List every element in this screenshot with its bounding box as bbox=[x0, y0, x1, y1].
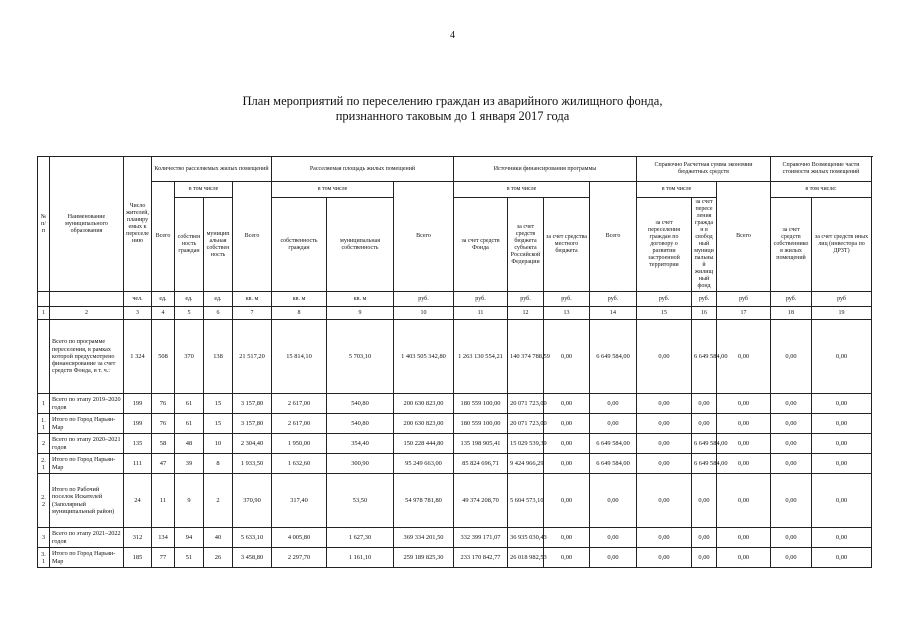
column-number-cell: 17 bbox=[717, 307, 771, 320]
value-cell: 11 bbox=[152, 474, 175, 528]
unit-cell: руб. bbox=[590, 292, 637, 307]
value-cell: 0,00 bbox=[717, 474, 771, 528]
column-number-cell: 8 bbox=[272, 307, 327, 320]
table-row bbox=[38, 434, 872, 454]
unit-cell: кв. м bbox=[272, 292, 327, 307]
value-cell: 0,00 bbox=[637, 454, 692, 474]
value-cell: 6 649 584,00 bbox=[692, 320, 717, 394]
value-cell: 61 bbox=[175, 394, 204, 414]
value-cell: 0,00 bbox=[812, 434, 872, 454]
table-row bbox=[38, 474, 872, 528]
table-row bbox=[38, 414, 872, 434]
value-cell: 1 263 130 554,21 bbox=[454, 320, 508, 394]
unit-cell: руб. bbox=[454, 292, 508, 307]
unit-cell: руб. bbox=[394, 292, 454, 307]
header-rooms-mun: муниципальная собственность bbox=[204, 198, 233, 292]
municipality-name-cell: Всего по программе переселения, в рамках которой предусмотрено финансирование за счет средств Фонда, в т. ч.: bbox=[50, 320, 124, 394]
header-rooms-total: Всего bbox=[152, 182, 175, 292]
value-cell: 0,00 bbox=[771, 474, 812, 528]
row-number-cell: 2 bbox=[38, 434, 50, 454]
unit-cell: руб. bbox=[637, 292, 692, 307]
unit-cell: ед. bbox=[204, 292, 233, 307]
header-fin-total: Всего bbox=[394, 182, 454, 292]
municipality-name-cell: Итого по Рабочий поселок Искателей (Заполярный муниципальный район) bbox=[50, 474, 124, 528]
value-cell: 5 633,10 bbox=[233, 528, 272, 548]
value-cell: 9 bbox=[175, 474, 204, 528]
unit-cell: руб bbox=[717, 292, 771, 307]
municipality-name-cell: Итого по Город Нарьян-Мар bbox=[50, 414, 124, 434]
value-cell: 0,00 bbox=[544, 394, 590, 414]
header-rooms-own: собственность граждан bbox=[175, 198, 204, 292]
value-cell: 199 bbox=[124, 414, 152, 434]
value-cell: 0,00 bbox=[812, 320, 872, 394]
value-cell: 77 bbox=[152, 548, 175, 568]
unit-cell: руб bbox=[812, 292, 872, 307]
header-area-own: собственность граждан bbox=[272, 198, 327, 292]
header-fin-subject: за счет средств бюджета субъекта Российской Федерации bbox=[508, 198, 544, 292]
value-cell: 0,00 bbox=[717, 394, 771, 414]
value-cell: 0,00 bbox=[812, 414, 872, 434]
value-cell: 0,00 bbox=[637, 528, 692, 548]
column-number-cell: 18 bbox=[771, 307, 812, 320]
header-reimbursement-group: Справочно Возмещение части стоимости жилых помещений bbox=[771, 157, 872, 182]
header-reimb-total: Всего bbox=[717, 182, 771, 292]
value-cell: 200 630 823,00 bbox=[394, 414, 454, 434]
row-number-cell: 2.1 bbox=[38, 454, 50, 474]
value-cell: 370 bbox=[175, 320, 204, 394]
municipality-name-cell: Всего по этапу 2021–2022 годов bbox=[50, 528, 124, 548]
value-cell: 0,00 bbox=[717, 454, 771, 474]
header-fin-incl: в том числе bbox=[454, 182, 590, 198]
row-number-cell: 3 bbox=[38, 528, 50, 548]
row-number-cell: 1.1 bbox=[38, 414, 50, 434]
table-row bbox=[38, 548, 872, 568]
value-cell: 6 649 584,00 bbox=[590, 320, 637, 394]
column-number-cell: 12 bbox=[508, 307, 544, 320]
value-cell: 3 157,80 bbox=[233, 414, 272, 434]
table-row bbox=[38, 394, 872, 414]
value-cell: 0,00 bbox=[717, 434, 771, 454]
value-cell: 76 bbox=[152, 394, 175, 414]
value-cell: 20 071 723,00 bbox=[508, 414, 544, 434]
value-cell: 0,00 bbox=[717, 528, 771, 548]
value-cell: 1 632,60 bbox=[272, 454, 327, 474]
table-row bbox=[38, 528, 872, 548]
value-cell: 53,50 bbox=[327, 474, 394, 528]
value-cell: 15 029 539,39 bbox=[508, 434, 544, 454]
value-cell: 0,00 bbox=[544, 474, 590, 528]
value-cell: 26 bbox=[204, 548, 233, 568]
column-number-cell: 6 bbox=[204, 307, 233, 320]
value-cell: 15 bbox=[204, 414, 233, 434]
title-line-1: План мероприятий по переселению граждан из аварийного жилищного фонда, bbox=[242, 94, 663, 108]
value-cell: 0,00 bbox=[771, 434, 812, 454]
row-number-cell: 2.2 bbox=[38, 474, 50, 528]
value-cell: 39 bbox=[175, 454, 204, 474]
value-cell: 300,90 bbox=[327, 454, 394, 474]
value-cell: 0,00 bbox=[812, 528, 872, 548]
value-cell: 2 297,70 bbox=[272, 548, 327, 568]
value-cell: 20 071 723,00 bbox=[508, 394, 544, 414]
value-cell: 259 189 825,30 bbox=[394, 548, 454, 568]
value-cell: 354,40 bbox=[327, 434, 394, 454]
value-cell: 0,00 bbox=[812, 548, 872, 568]
value-cell: 15 bbox=[204, 394, 233, 414]
column-number-cell: 11 bbox=[454, 307, 508, 320]
value-cell: 0,00 bbox=[771, 394, 812, 414]
value-cell: 0,00 bbox=[771, 548, 812, 568]
value-cell: 0,00 bbox=[771, 454, 812, 474]
column-number-cell: 4 bbox=[152, 307, 175, 320]
value-cell: 61 bbox=[175, 414, 204, 434]
header-eco-free-fund: за счет переселения граждан в свободный муниципальный жилищный фонд bbox=[692, 198, 717, 292]
value-cell: 0,00 bbox=[692, 474, 717, 528]
value-cell: 0,00 bbox=[717, 548, 771, 568]
value-cell: 135 bbox=[124, 434, 152, 454]
column-number-cell: 3 bbox=[124, 307, 152, 320]
value-cell: 6 649 584,00 bbox=[692, 434, 717, 454]
unit-cell: кв. м bbox=[233, 292, 272, 307]
value-cell: 138 bbox=[204, 320, 233, 394]
value-cell: 0,00 bbox=[544, 434, 590, 454]
value-cell: 200 630 823,00 bbox=[394, 394, 454, 414]
header-name: Наименование муниципального образования bbox=[50, 157, 124, 292]
column-number-cell: 13 bbox=[544, 307, 590, 320]
value-cell: 0,00 bbox=[637, 548, 692, 568]
value-cell: 540,80 bbox=[327, 394, 394, 414]
column-number-cell: 1 bbox=[38, 307, 50, 320]
value-cell: 0,00 bbox=[717, 320, 771, 394]
unit-cell: ед. bbox=[175, 292, 204, 307]
value-cell: 4 005,80 bbox=[272, 528, 327, 548]
value-cell: 0,00 bbox=[771, 528, 812, 548]
column-number-cell: 15 bbox=[637, 307, 692, 320]
value-cell: 332 399 171,07 bbox=[454, 528, 508, 548]
value-cell: 0,00 bbox=[692, 414, 717, 434]
municipality-name-cell: Итого по Город Нарьян-Мар bbox=[50, 454, 124, 474]
value-cell: 10 bbox=[204, 434, 233, 454]
resettlement-plan-table bbox=[37, 156, 872, 568]
header-financing-group: Источники финансирования программы bbox=[454, 157, 637, 182]
header-eco-total: Всего bbox=[590, 182, 637, 292]
value-cell: 3 157,80 bbox=[233, 394, 272, 414]
value-cell: 312 bbox=[124, 528, 152, 548]
value-cell: 1 161,10 bbox=[327, 548, 394, 568]
value-cell: 0,00 bbox=[812, 454, 872, 474]
value-cell: 0,00 bbox=[637, 394, 692, 414]
row-number-cell: 3.1 bbox=[38, 548, 50, 568]
header-people: Число жителей, планируемых к переселению bbox=[124, 157, 152, 292]
value-cell: 540,80 bbox=[327, 414, 394, 434]
value-cell: 0,00 bbox=[812, 474, 872, 528]
value-cell: 135 198 905,41 bbox=[454, 434, 508, 454]
value-cell: 40 bbox=[204, 528, 233, 548]
document-title bbox=[0, 94, 905, 124]
header-eco-development: за счет переселения граждан по договору о развитии застроенной территории bbox=[637, 198, 692, 292]
value-cell: 140 374 788,59 bbox=[508, 320, 544, 394]
value-cell: 95 249 663,00 bbox=[394, 454, 454, 474]
value-cell: 47 bbox=[152, 454, 175, 474]
value-cell: 1 950,00 bbox=[272, 434, 327, 454]
row-number-cell bbox=[38, 320, 50, 394]
value-cell: 150 228 444,80 bbox=[394, 434, 454, 454]
column-number-cell: 7 bbox=[233, 307, 272, 320]
page-number: 4 bbox=[450, 30, 455, 41]
value-cell: 1 933,50 bbox=[233, 454, 272, 474]
header-reimb-other: за счет средств иных лиц (инвестора по ДРЗТ) bbox=[812, 198, 872, 292]
value-cell: 0,00 bbox=[637, 320, 692, 394]
value-cell: 2 304,40 bbox=[233, 434, 272, 454]
unit-cell: руб. bbox=[692, 292, 717, 307]
value-cell: 94 bbox=[175, 528, 204, 548]
header-reimb-owners: за счет средств собственников жилых помещений bbox=[771, 198, 812, 292]
header-rn: № п/п bbox=[38, 157, 50, 292]
value-cell: 180 559 100,00 bbox=[454, 394, 508, 414]
value-cell: 5 604 573,10 bbox=[508, 474, 544, 528]
value-cell: 0,00 bbox=[590, 394, 637, 414]
value-cell: 0,00 bbox=[637, 434, 692, 454]
value-cell: 6 649 584,00 bbox=[590, 434, 637, 454]
value-cell: 0,00 bbox=[590, 528, 637, 548]
unit-cell: руб. bbox=[771, 292, 812, 307]
value-cell: 0,00 bbox=[692, 528, 717, 548]
column-number-cell: 9 bbox=[327, 307, 394, 320]
value-cell: 0,00 bbox=[544, 320, 590, 394]
value-cell: 8 bbox=[204, 454, 233, 474]
value-cell: 51 bbox=[175, 548, 204, 568]
column-number-cell: 19 bbox=[812, 307, 872, 320]
header-area-mun: муниципальная собственность bbox=[327, 198, 394, 292]
column-number-cell: 2 bbox=[50, 307, 124, 320]
value-cell: 317,40 bbox=[272, 474, 327, 528]
column-number-cell: 14 bbox=[590, 307, 637, 320]
value-cell: 199 bbox=[124, 394, 152, 414]
value-cell: 0,00 bbox=[590, 414, 637, 434]
units-empty-cell bbox=[50, 292, 124, 307]
value-cell: 0,00 bbox=[692, 548, 717, 568]
unit-cell: руб. bbox=[508, 292, 544, 307]
value-cell: 111 bbox=[124, 454, 152, 474]
value-cell: 5 703,10 bbox=[327, 320, 394, 394]
header-eco-incl: в том числе bbox=[637, 182, 717, 198]
value-cell: 1 627,30 bbox=[327, 528, 394, 548]
value-cell: 15 814,10 bbox=[272, 320, 327, 394]
value-cell: 2 617,00 bbox=[272, 394, 327, 414]
value-cell: 54 978 781,80 bbox=[394, 474, 454, 528]
title-line-2: признанного таковым до 1 января 2017 года bbox=[335, 109, 570, 123]
value-cell: 0,00 bbox=[544, 548, 590, 568]
value-cell: 0,00 bbox=[637, 474, 692, 528]
header-economy-group: Справочно Расчетная сумма экономии бюджетных средств bbox=[637, 157, 771, 182]
unit-cell: чел. bbox=[124, 292, 152, 307]
value-cell: 1 324 bbox=[124, 320, 152, 394]
value-cell: 24 bbox=[124, 474, 152, 528]
column-number-cell: 10 bbox=[394, 307, 454, 320]
value-cell: 0,00 bbox=[771, 320, 812, 394]
units-row bbox=[38, 292, 872, 307]
municipality-name-cell: Всего по этапу 2019–2020 годов bbox=[50, 394, 124, 414]
value-cell: 6 649 584,00 bbox=[590, 454, 637, 474]
value-cell: 2 bbox=[204, 474, 233, 528]
value-cell: 6 649 584,00 bbox=[692, 454, 717, 474]
value-cell: 0,00 bbox=[544, 454, 590, 474]
value-cell: 21 517,20 bbox=[233, 320, 272, 394]
value-cell: 134 bbox=[152, 528, 175, 548]
column-number-cell: 16 bbox=[692, 307, 717, 320]
value-cell: 2 617,00 bbox=[272, 414, 327, 434]
value-cell: 0,00 bbox=[637, 414, 692, 434]
value-cell: 233 170 842,77 bbox=[454, 548, 508, 568]
table-body bbox=[38, 320, 872, 568]
header-area-group: Расселяемая площадь жилых помещений bbox=[272, 157, 454, 182]
value-cell: 76 bbox=[152, 414, 175, 434]
municipality-name-cell: Всего по этапу 2020–2021 годов bbox=[50, 434, 124, 454]
value-cell: 49 374 208,70 bbox=[454, 474, 508, 528]
unit-cell: руб. bbox=[544, 292, 590, 307]
header-fin-local: за счет средства местного бюджета bbox=[544, 198, 590, 292]
value-cell: 1 403 505 342,80 bbox=[394, 320, 454, 394]
value-cell: 58 bbox=[152, 434, 175, 454]
value-cell: 48 bbox=[175, 434, 204, 454]
unit-cell: ед. bbox=[152, 292, 175, 307]
value-cell: 370,90 bbox=[233, 474, 272, 528]
row-number-cell: 1 bbox=[38, 394, 50, 414]
value-cell: 369 334 201,50 bbox=[394, 528, 454, 548]
value-cell: 26 018 982,53 bbox=[508, 548, 544, 568]
header-rooms-group: Количество расселяемых жилых помещений bbox=[152, 157, 272, 182]
column-numbers-row bbox=[38, 307, 872, 320]
table-row bbox=[38, 320, 872, 394]
table-header bbox=[38, 157, 872, 320]
value-cell: 0,00 bbox=[771, 414, 812, 434]
value-cell: 0,00 bbox=[717, 414, 771, 434]
municipality-name-cell: Итого по Город Нарьян-Мар bbox=[50, 548, 124, 568]
value-cell: 0,00 bbox=[544, 528, 590, 548]
value-cell: 508 bbox=[152, 320, 175, 394]
value-cell: 0,00 bbox=[590, 474, 637, 528]
value-cell: 0,00 bbox=[812, 394, 872, 414]
header-area-total: Всего bbox=[233, 182, 272, 292]
header-rooms-incl: в том числе bbox=[175, 182, 233, 198]
units-empty-cell bbox=[38, 292, 50, 307]
value-cell: 0,00 bbox=[544, 414, 590, 434]
header-area-incl: в том числе bbox=[272, 182, 394, 198]
value-cell: 185 bbox=[124, 548, 152, 568]
header-reimb-incl: в том числе: bbox=[771, 182, 872, 198]
value-cell: 36 935 030,43 bbox=[508, 528, 544, 548]
unit-cell: кв. м bbox=[327, 292, 394, 307]
value-cell: 0,00 bbox=[692, 394, 717, 414]
value-cell: 85 824 696,71 bbox=[454, 454, 508, 474]
value-cell: 3 458,80 bbox=[233, 548, 272, 568]
header-fin-fund: за счет средств Фонда bbox=[454, 198, 508, 292]
value-cell: 9 424 966,29 bbox=[508, 454, 544, 474]
table-row bbox=[38, 454, 872, 474]
value-cell: 0,00 bbox=[590, 548, 637, 568]
value-cell: 180 559 100,00 bbox=[454, 414, 508, 434]
column-number-cell: 5 bbox=[175, 307, 204, 320]
